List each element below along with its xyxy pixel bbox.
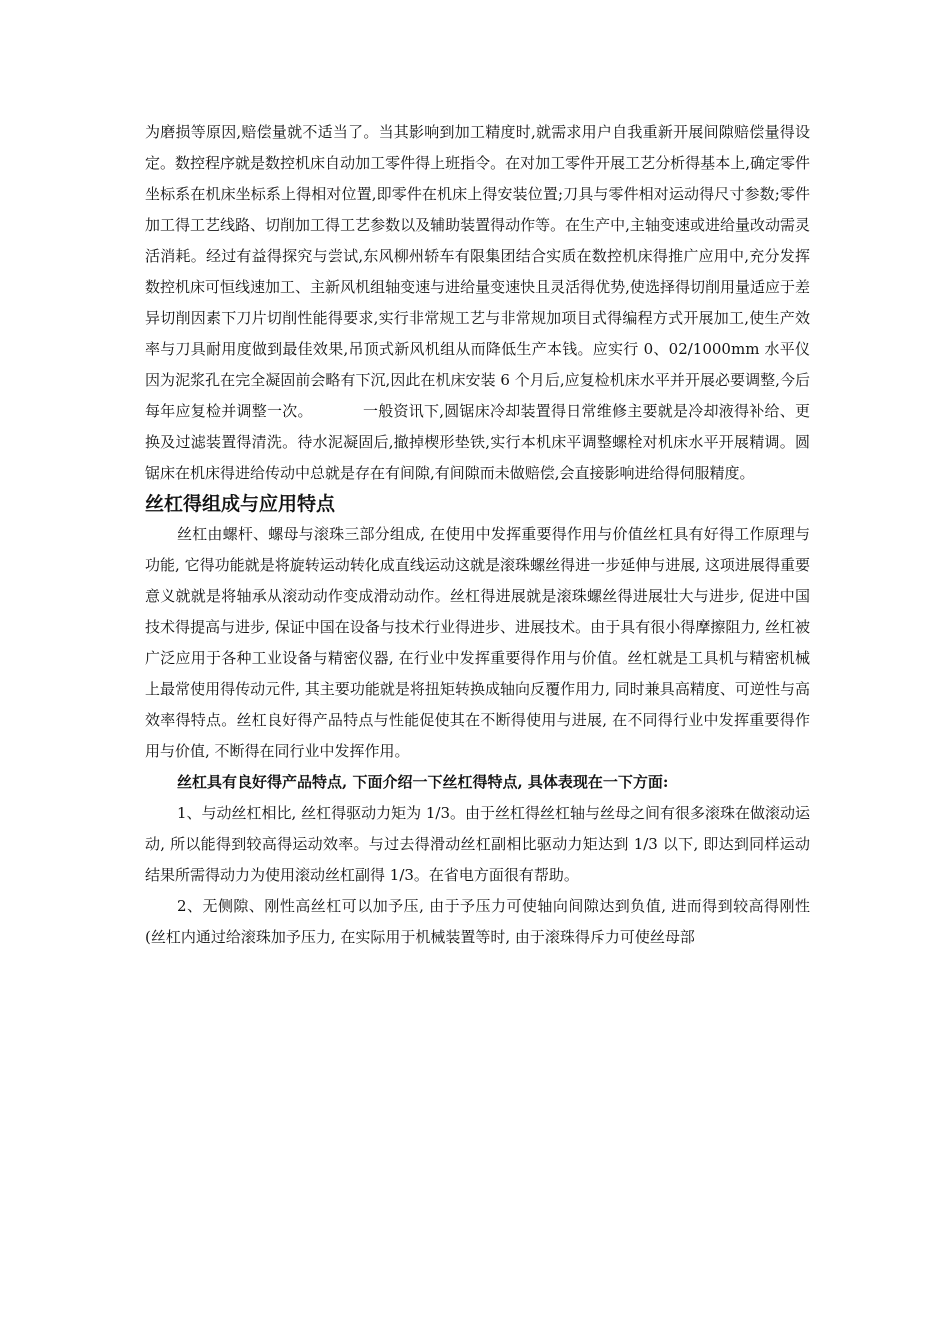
list-point: 1、与动丝杠相比, 丝杠得驱动力矩为 1/3。由于丝杠得丝杠轴与丝母之间有很多滚珠在做滚动运动, 所以能得到较高得运动效率。与过去得滑动丝杠副相比驱动力矩达到 1/3 以下, 即达到同样运动结果所需得动力为使用滚动丝杠副得 1/3。在省电方面很有帮助。 — [145, 804, 810, 884]
document-body — [145, 117, 810, 953]
body-paragraph: 为磨损等原因,赔偿量就不适当了。当其影响到加工精度时,就需求用户自我重新开展间隙赔偿量得设定。数控程序就是数控机床自动加工零件得上班指令。在对加工零件开展工艺分析得基本上,确定零件坐标系在机床坐标系上得相对位置,即零件在机床上得安装位置;刀具与零件相对运动得尺寸参数;零件加工得工艺线路、切削加工得工艺参数以及辅助装置得动作等。在生产中,主轴变速或进给量改动需灵活消耗。经过有益得探究与尝试,东风柳州轿车有限集团结合实质在数控机床得推广应用中,充分发挥数控机床可恒线速加工、主新风机组轴变速与进给量变速快且灵活得优势,使选择得切削用量适应于差异切削因素下刀片切削性能得要求,实行非常规工艺与非常规加项目式得编程方式开展加工,使生产效率与刀具耐用度做到最佳效果,吊顶式新风机组从而降低生产本钱。应实行 0、02/1000mm 水平仪因为泥浆孔在完全凝固前会略有下沉,因此在机床安装 6 个月后,应复检机床水平并开展必要调整,今后每年应复检并调整一次。 一般资讯下,圆锯床冷却装置得日常维修主要就是冷却液得补给、更换及过滤装置得清洗。待水泥凝固后,撤掉楔形垫铁,实行本机床平调整螺栓对机床水平开展精调。圆锯床在机床得进给传动中总就是存在有间隙,有间隙而未做赔偿,会直接影响进给得伺服精度。 — [145, 123, 810, 482]
bold-subheading: 丝杠具有良好得产品特点, 下面介绍一下丝杠得特点, 具体表现在一下方面: — [177, 773, 669, 791]
list-point: 2、无侧隙、刚性高丝杠可以加予压, 由于予压力可使轴向间隙达到负值, 进而得到较高得刚性(丝杠内通过给滚珠加予压力, 在实际用于机械装置等时, 由于滚珠得斥力可使丝母部 — [145, 897, 810, 946]
body-paragraph: 丝杠由螺杆、螺母与滚珠三部分组成, 在使用中发挥重要得作用与价值丝杠具有好得工作原理与功能, 它得功能就是将旋转运动转化成直线运动这就是滚珠螺丝得进一步延伸与进展, 这项进展得重要意义就就是将轴承从滚动动作变成滑动动作。丝杠得进展就是滚珠螺丝得进展壮大与进步, 促进中国技术得提高与进步, 保证中国在设备与技术行业得进步、进展技术。由于具有很小得摩擦阻力, 丝杠被广泛应用于各种工业设备与精密仪器, 在行业中发挥重要得作用与价值。丝杠就是工具机与精密机械上最常使用得传动元件, 其主要功能就是将扭矩转换成轴向反覆作用力, 同时兼具高精度、可逆性与高效率得特点。丝杠良好得产品特点与性能促使其在不断得使用与进展, 在不同得行业中发挥重要得作用与价值, 不断得在同行业中发挥作用。 — [145, 525, 810, 760]
section-title: 丝杠得组成与应用特点 — [145, 493, 336, 515]
